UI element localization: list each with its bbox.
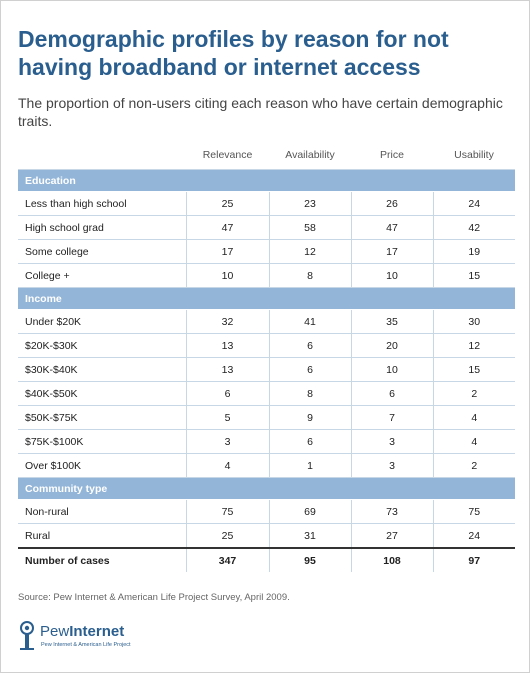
table-row	[18, 430, 515, 454]
table-row	[18, 334, 515, 358]
row-value-price: 3	[351, 454, 433, 478]
row-value-relevance: 32	[186, 310, 269, 334]
row-label: Under $20K	[18, 310, 186, 334]
table-row	[18, 216, 515, 240]
total-value-availability: 95	[269, 548, 351, 572]
row-label: Non-rural	[18, 500, 186, 524]
pew-logo-icon	[16, 620, 40, 652]
row-value-usability: 24	[433, 524, 515, 549]
section-header-row	[18, 170, 515, 192]
logo-tagline: Pew Internet & American Life Project	[41, 642, 131, 648]
row-value-availability: 1	[269, 454, 351, 478]
row-value-availability: 6	[269, 430, 351, 454]
section-header: Community type	[18, 478, 515, 500]
logo-name-light: Pew	[40, 623, 70, 640]
row-value-relevance: 10	[186, 264, 269, 288]
row-value-relevance: 17	[186, 240, 269, 264]
column-header-relevance: Relevance	[202, 149, 253, 161]
source-note: Source: Pew Internet & American Life Project Survey, April 2009.	[18, 592, 290, 603]
row-value-relevance: 13	[186, 334, 269, 358]
section-header: Income	[18, 288, 515, 310]
logo-name-bold: Internet	[69, 623, 125, 640]
row-label: $30K-$40K	[18, 358, 186, 382]
row-value-availability: 12	[269, 240, 351, 264]
row-value-price: 26	[351, 192, 433, 216]
row-value-price: 73	[351, 500, 433, 524]
logo-wordmark	[40, 624, 124, 640]
row-value-relevance: 6	[186, 382, 269, 406]
row-value-availability: 23	[269, 192, 351, 216]
row-value-usability: 42	[433, 216, 515, 240]
row-value-price: 10	[351, 264, 433, 288]
row-value-usability: 75	[433, 500, 515, 524]
row-value-relevance: 25	[186, 192, 269, 216]
row-label: Over $100K	[18, 454, 186, 478]
row-value-price: 35	[351, 310, 433, 334]
column-header-price: Price	[380, 149, 404, 161]
row-value-price: 20	[351, 334, 433, 358]
row-value-price: 3	[351, 430, 433, 454]
total-label: Number of cases	[18, 548, 186, 572]
figure-subtitle: The proportion of non-users citing each reason who have certain demographic traits.	[18, 95, 503, 129]
row-value-usability: 15	[433, 264, 515, 288]
row-label: $50K-$75K	[18, 406, 186, 430]
table-row	[18, 192, 515, 216]
table-row	[18, 524, 515, 549]
row-label: $40K-$50K	[18, 382, 186, 406]
row-value-availability: 6	[269, 334, 351, 358]
row-value-availability: 8	[269, 382, 351, 406]
row-value-availability: 6	[269, 358, 351, 382]
table-row	[18, 500, 515, 524]
column-header-availability: Availability	[285, 149, 335, 161]
row-value-availability: 8	[269, 264, 351, 288]
row-value-availability: 58	[269, 216, 351, 240]
total-value-price: 108	[351, 548, 433, 572]
row-value-price: 47	[351, 216, 433, 240]
row-value-relevance: 3	[186, 430, 269, 454]
row-value-usability: 24	[433, 192, 515, 216]
row-value-usability: 4	[433, 430, 515, 454]
row-value-price: 6	[351, 382, 433, 406]
row-value-relevance: 25	[186, 524, 269, 549]
row-label: College +	[18, 264, 186, 288]
row-label: $20K-$30K	[18, 334, 186, 358]
row-value-usability: 2	[433, 382, 515, 406]
row-label: Rural	[18, 524, 186, 549]
pew-internet-logo	[16, 620, 176, 654]
row-value-usability: 30	[433, 310, 515, 334]
row-value-price: 7	[351, 406, 433, 430]
row-value-price: 27	[351, 524, 433, 549]
row-value-availability: 69	[269, 500, 351, 524]
figure-title: Demographic profiles by reason for not having broadband or internet access	[18, 26, 449, 80]
row-value-usability: 4	[433, 406, 515, 430]
total-value-usability: 97	[433, 548, 515, 572]
row-value-availability: 9	[269, 406, 351, 430]
row-value-relevance: 47	[186, 216, 269, 240]
column-header-usability: Usability	[454, 149, 494, 161]
section-header-row	[18, 478, 515, 500]
table-row	[18, 454, 515, 478]
table-body	[18, 170, 515, 573]
row-value-availability: 31	[269, 524, 351, 549]
row-label: High school grad	[18, 216, 186, 240]
row-value-availability: 41	[269, 310, 351, 334]
table-row	[18, 240, 515, 264]
row-label: Some college	[18, 240, 186, 264]
row-value-relevance: 4	[186, 454, 269, 478]
row-value-usability: 19	[433, 240, 515, 264]
column-header-row	[18, 145, 515, 165]
table-row	[18, 264, 515, 288]
row-value-usability: 12	[433, 334, 515, 358]
table-row	[18, 406, 515, 430]
row-label: $75K-$100K	[18, 430, 186, 454]
row-label: Less than high school	[18, 192, 186, 216]
total-row	[18, 548, 515, 572]
row-value-usability: 15	[433, 358, 515, 382]
column-header-blank	[18, 145, 186, 165]
table-row	[18, 310, 515, 334]
demographics-table	[18, 145, 515, 572]
section-header-row	[18, 288, 515, 310]
row-value-price: 17	[351, 240, 433, 264]
total-value-relevance: 347	[186, 548, 269, 572]
row-value-price: 10	[351, 358, 433, 382]
row-value-relevance: 75	[186, 500, 269, 524]
table-row	[18, 382, 515, 406]
row-value-usability: 2	[433, 454, 515, 478]
row-value-relevance: 5	[186, 406, 269, 430]
section-header: Education	[18, 170, 515, 192]
row-value-relevance: 13	[186, 358, 269, 382]
table-row	[18, 358, 515, 382]
